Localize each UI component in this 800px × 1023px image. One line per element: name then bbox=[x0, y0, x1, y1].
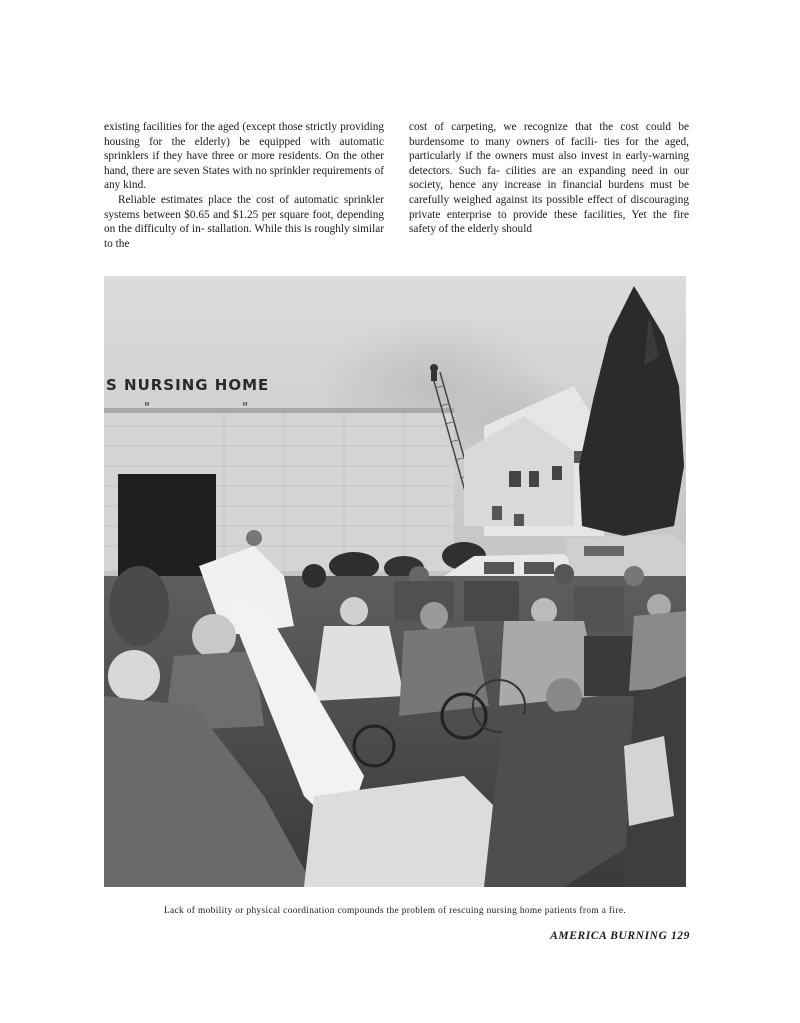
running-footer: AMERICA BURNING 129 bbox=[550, 930, 690, 942]
text-column-right bbox=[409, 120, 689, 237]
text-column-left bbox=[104, 120, 384, 251]
paragraph: cost of carpeting, we recognize that the cost could be burdensome to many owners of facili- ties for the aged, particularly if the owners must also invest in early-warning detectors. Such fa- cilities are an expanding need in our society, hence any increase in financial burdens must be carefully weighed against its possible effect of discouraging private enterprise to provide these facilities, Yet the fire safety of the elderly should bbox=[409, 121, 689, 236]
photo-caption: Lack of mobility or physical coordination compounds the problem of rescuing nursing home patients from a fire. bbox=[163, 906, 627, 916]
firefighter bbox=[430, 364, 438, 372]
nursing-home-fire-photo bbox=[104, 276, 686, 887]
sign-marks: " " bbox=[144, 401, 293, 416]
building-sign: S NURSING HOME bbox=[106, 376, 270, 394]
paragraph: existing facilities for the aged (except those strictly providing housing for the elderly) be equipped with automatic sprinklers if they have three or more residents. On the other hand, there are seven States with no sprinkler requirements of any kind. bbox=[104, 121, 384, 192]
paragraph: Reliable estimates place the cost of automatic sprinkler systems between $0.65 and $1.25 per square foot, depending on the difficulty of in- stallation. While this is roughly similar to the bbox=[104, 193, 384, 250]
